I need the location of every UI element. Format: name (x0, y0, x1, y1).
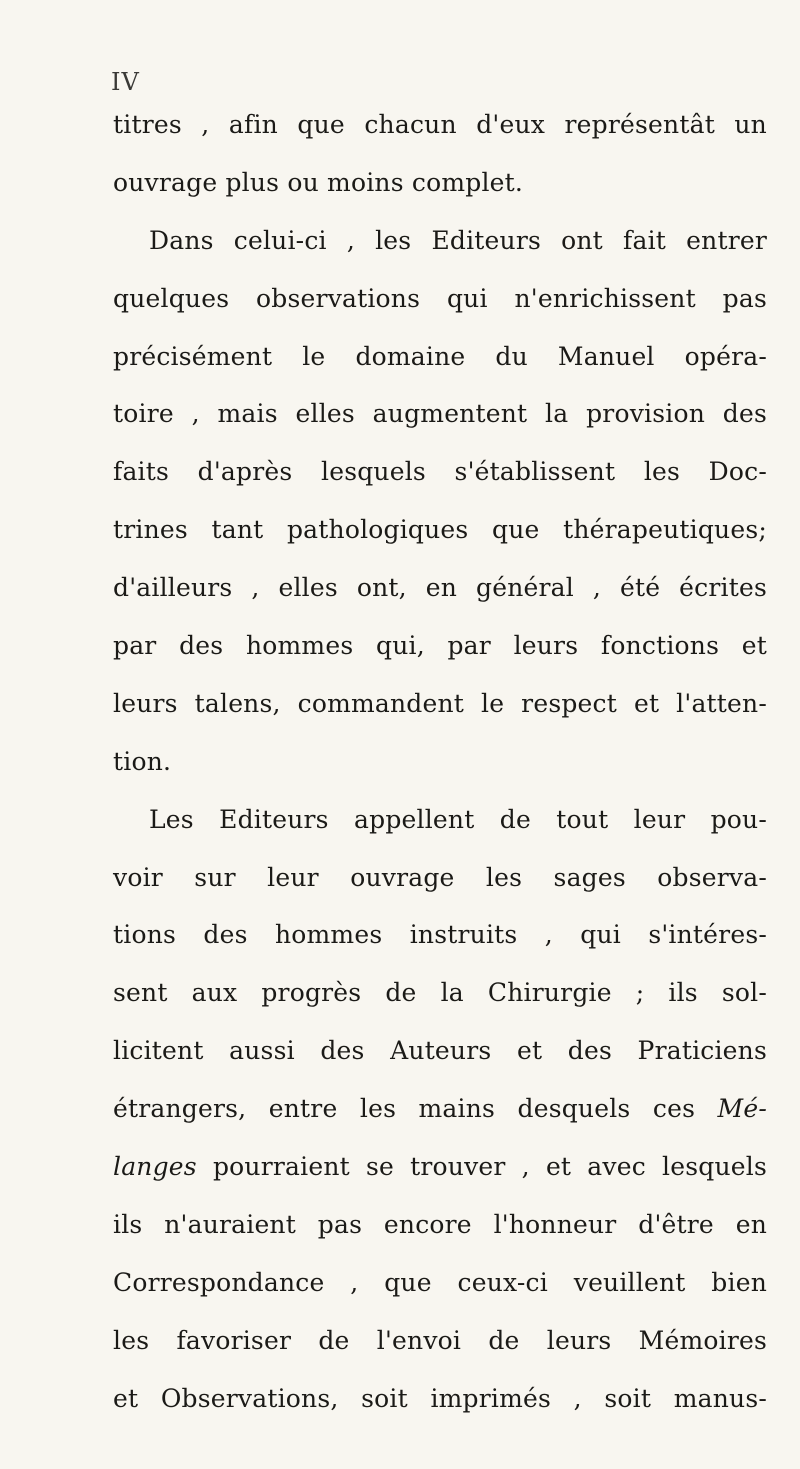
text-line: leurs talens, commandent le respect et l'atten- (113, 688, 767, 718)
text-line: et Observations, soit imprimés , soit manus- (113, 1383, 767, 1413)
text-line: d'ailleurs , elles ont, en général , été écrites (113, 573, 767, 603)
text-segment: pourraient se trouver , et avec lesquels (212, 1152, 767, 1182)
italic-segment: Mé- (717, 1094, 767, 1124)
text-line: titres , afin que chacun d'eux représentât un (113, 110, 767, 139)
italic-segment: langes (113, 1152, 197, 1182)
text-line: Les Editeurs appellent de tout leur pou- (149, 804, 767, 834)
text-line: tion. (113, 746, 172, 776)
body-text (113, 96, 767, 1427)
text-line-with-italic (113, 1138, 767, 1196)
text-line: tions des hommes instruits , qui s'intéres- (113, 920, 767, 950)
text-line-with-italic (113, 1080, 767, 1138)
text-line: sent aux progrès de la Chirurgie ; ils sol- (113, 978, 767, 1008)
text-line: Correspondance , que ceux-ci veuillent bien (113, 1267, 767, 1297)
text-line: faits d'après lesquels s'établissent les Doc- (113, 457, 767, 487)
text-line: par des hommes qui, par leurs fonctions et (113, 631, 767, 661)
text-line: toire , mais elles augmentent la provision des (113, 399, 767, 429)
text-line: précisément le domaine du Manuel opéra- (113, 341, 767, 371)
text-line: les favoriser de l'envoi de leurs Mémoires (113, 1325, 767, 1355)
text-line: Dans celui-ci , les Editeurs ont fait entrer (149, 225, 767, 255)
text-segment: étrangers, entre les mains desquels ces (113, 1094, 696, 1124)
page-number: IV (111, 68, 140, 96)
text-line: trines tant pathologiques que thérapeutiques; (113, 515, 767, 545)
text-line: quelques observations qui n'enrichissent pas (113, 283, 767, 313)
text-line: licitent aussi des Auteurs et des Praticiens (113, 1036, 767, 1066)
text-line: ils n'auraient pas encore l'honneur d'être en (113, 1209, 767, 1239)
text-line: ouvrage plus ou moins complet. (113, 167, 524, 197)
text-line: voir sur leur ouvrage les sages observa- (113, 862, 767, 892)
